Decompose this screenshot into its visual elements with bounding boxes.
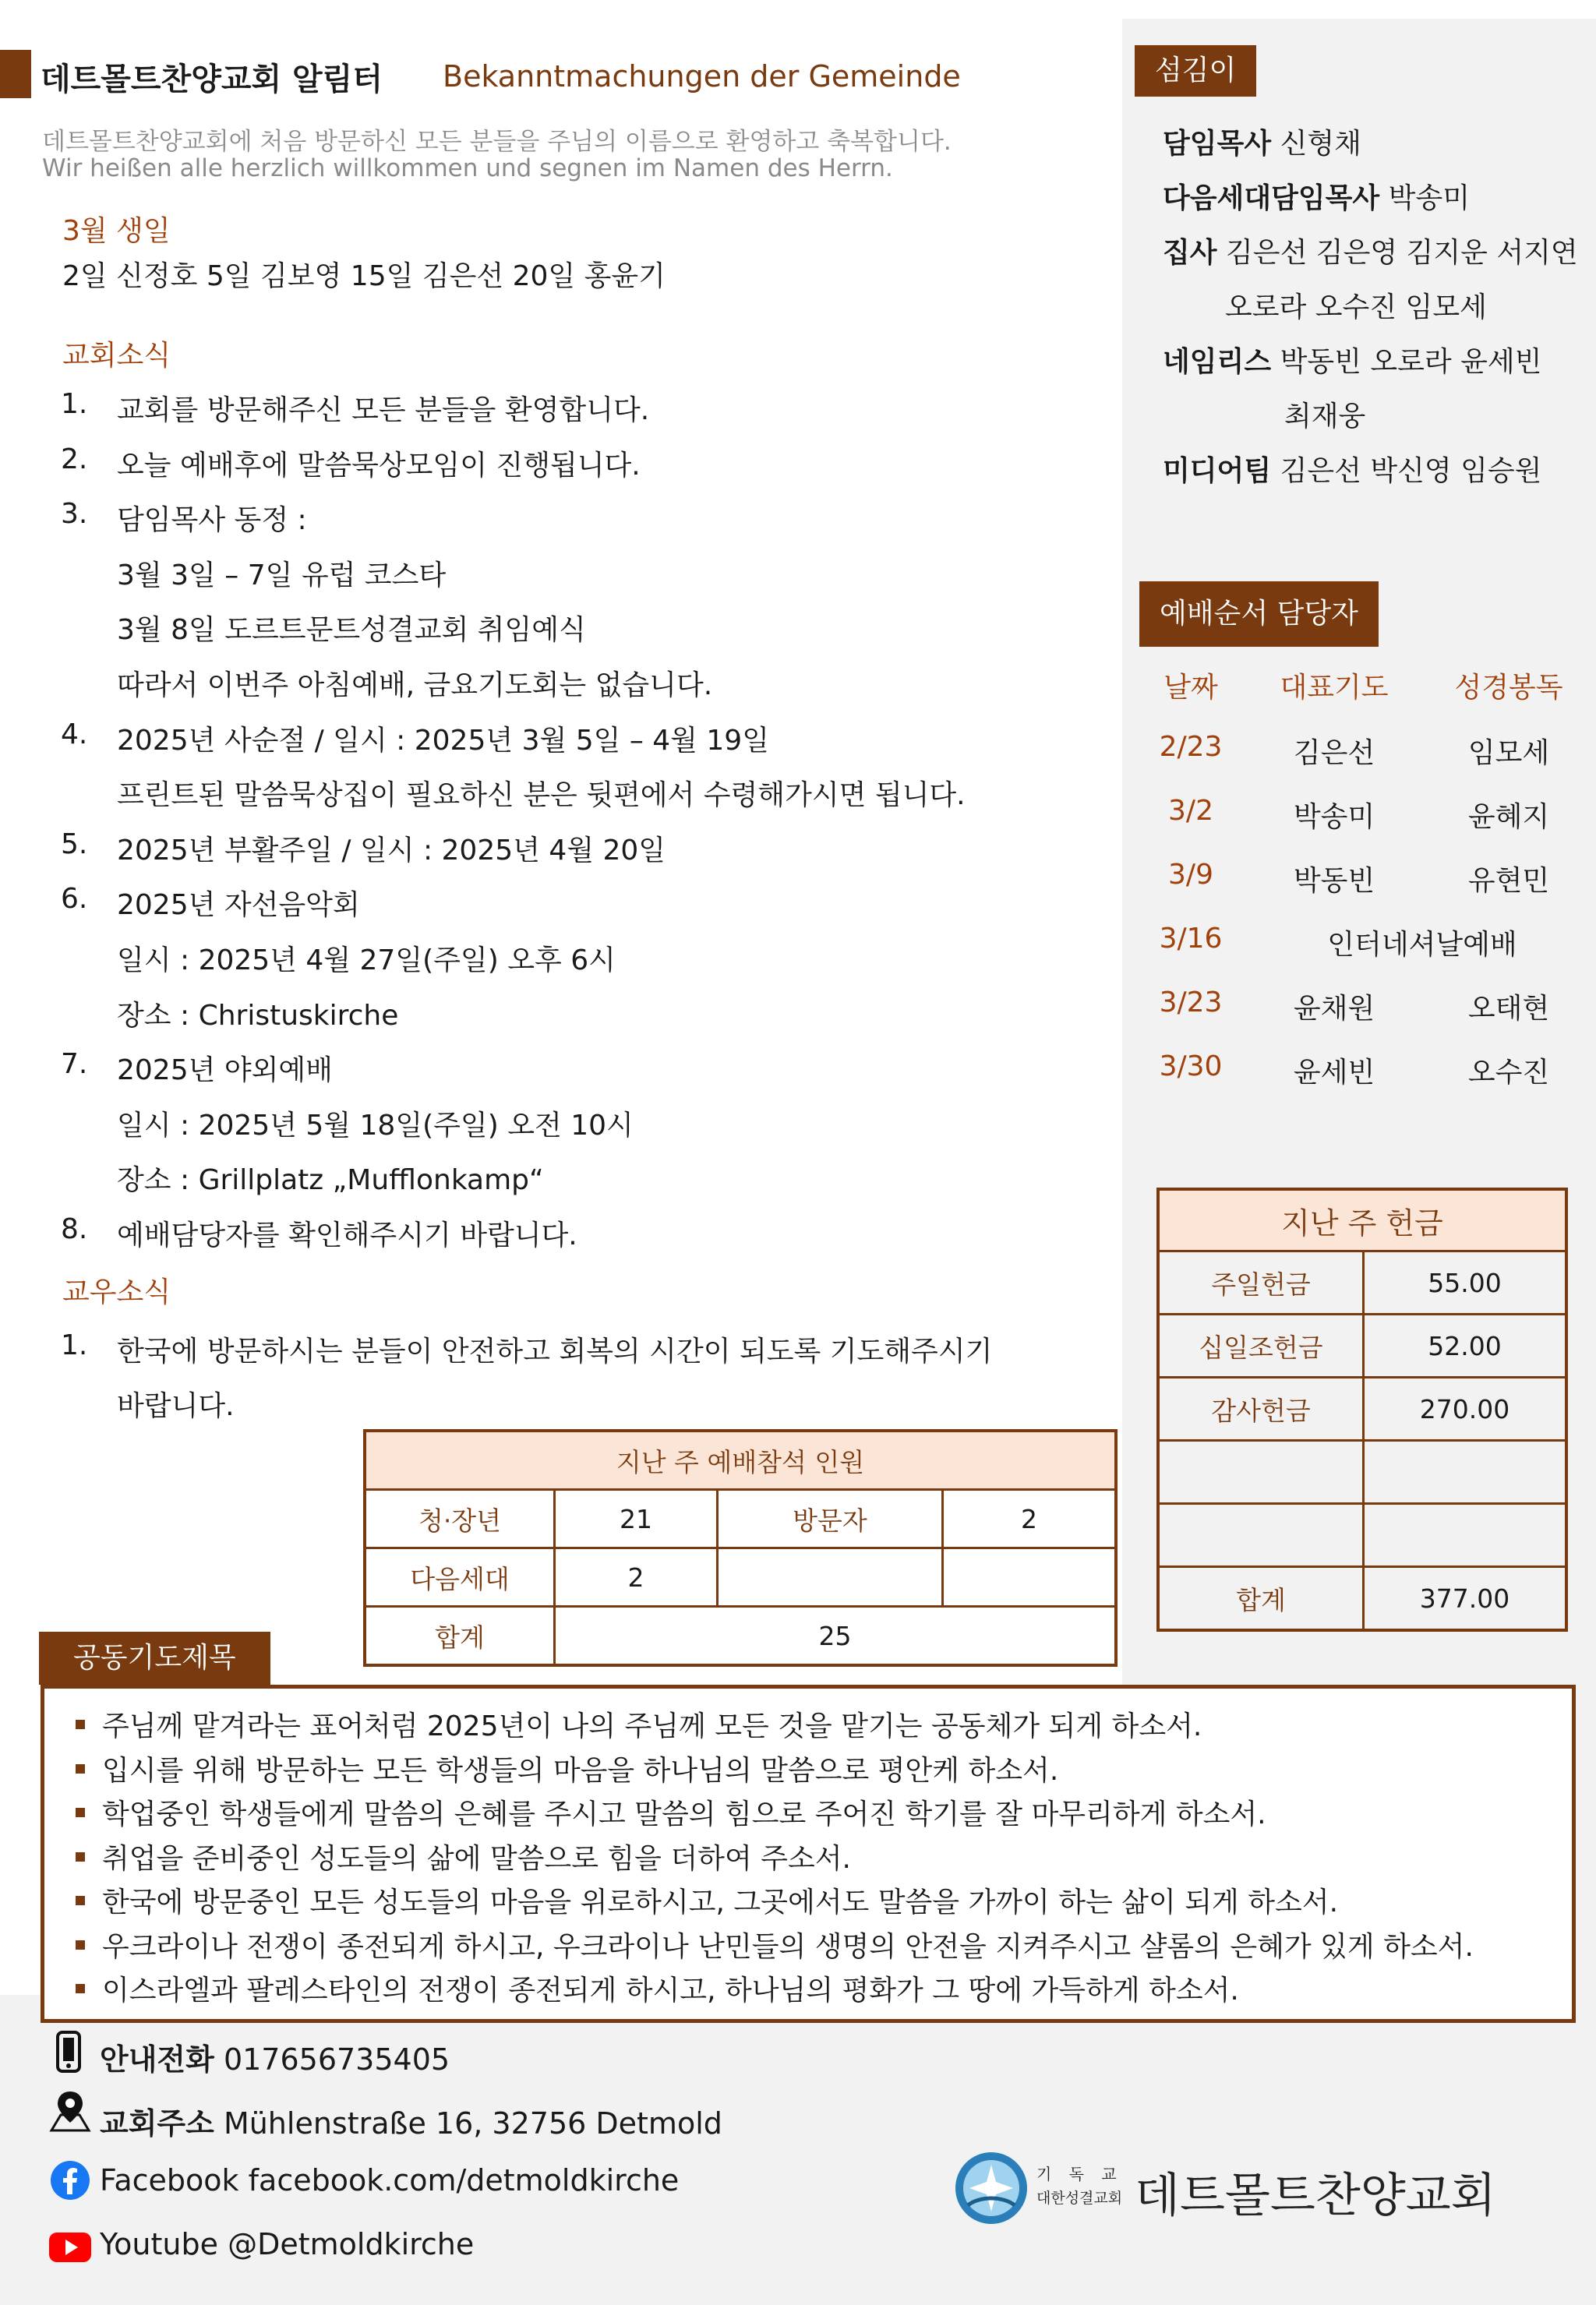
staff-worship-team-cont: 최재웅 (1284, 401, 1366, 432)
attendance-total-label: 합계 (365, 1607, 555, 1666)
roster-header: 대표기도 (1280, 672, 1389, 704)
roster-prayer: 윤세빈 (1293, 1057, 1375, 1089)
bullet-icon (76, 1852, 85, 1862)
attendance-empty-cell (943, 1548, 1117, 1607)
roster-prayer: 윤채원 (1293, 993, 1375, 1025)
page-title: 데트몰트찬양교회 알림터 (41, 62, 383, 97)
birthdays-heading: 3월 생일 (62, 215, 171, 247)
roster-reading: 임모세 (1467, 737, 1550, 769)
news-item-text: 일시 : 2025년 4월 27일(주일) 오후 6시 (117, 944, 616, 976)
news-item-number: 7. (61, 1048, 88, 1081)
roster-prayer: 박동빈 (1293, 865, 1375, 897)
roster-reading: 오수진 (1467, 1057, 1550, 1089)
news-item-text: 담임목사 동정 : (117, 504, 307, 537)
attendance-label-adults: 청·장년 (365, 1490, 555, 1548)
roster-prayer: 김은선 (1293, 737, 1375, 769)
attendance-value-adults: 21 (555, 1490, 718, 1548)
offering-label-sunday: 주일헌금 (1158, 1251, 1364, 1315)
news-item-text: 프린트된 말씀묵상집이 필요하신 분은 뒷편에서 수령해가시면 됩니다. (117, 779, 966, 812)
news-item-number: 6. (61, 883, 88, 916)
news-item-text: 2025년 사순절 / 일시 : 2025년 3월 5일 – 4월 19일 (117, 724, 769, 757)
offering-total-value: 377.00 (1364, 1567, 1567, 1631)
welcome-text-korean: 데트몰트찬양교회에 처음 방문하신 모든 분들을 주님의 이름으로 환영하고 축복합니다. (42, 128, 952, 156)
contact-youtube[interactable]: Youtube @Detmoldkirche (100, 2227, 475, 2261)
prayer-item-text: 입시를 위해 방문하는 모든 학생들의 마음을 하나님의 말씀으로 평안케 하소서. (102, 1754, 1059, 1787)
contact-phone: 안내전화 017656735405 (100, 2042, 450, 2077)
prayer-item (76, 1925, 1474, 1964)
offering-value-thanks: 270.00 (1364, 1378, 1567, 1441)
roster-reading: 윤혜지 (1467, 801, 1550, 833)
news-item-number: 8. (61, 1213, 88, 1245)
prayer-item-text: 한국에 방문중인 모든 성도들의 마음을 위로하시고, 그곳에서도 말씀을 가까이 하는 삶이 되게 하소서. (102, 1887, 1339, 1918)
logo-small-bottom: 대한성결교회 (1036, 2190, 1123, 2207)
attendance-value-visitors: 2 (943, 1490, 1117, 1548)
attendance-table (363, 1429, 1118, 1667)
prayer-item (76, 1880, 1338, 1920)
staff-pastor: 담임목사 신형채 (1163, 128, 1361, 160)
news-heading: 교회소식 (62, 340, 171, 372)
bullet-icon (76, 1940, 85, 1950)
prayer-item (76, 1837, 851, 1876)
roster-date: 3/16 (1159, 923, 1223, 955)
roster-header: 성경봉독 (1454, 672, 1563, 704)
news-item-text: 2025년 야외예배 (117, 1054, 333, 1087)
staff-deacons: 집사 김은선 김은영 김지운 서지연 (1163, 237, 1578, 269)
birthdays-text: 2일 신정호 5일 김보영 15일 김은선 20일 홍윤기 (62, 260, 666, 292)
attendance-empty-cell (718, 1548, 943, 1607)
prayer-item (76, 1968, 1239, 2008)
news-item-number: 2. (61, 443, 88, 475)
news-item-number: 3. (61, 498, 88, 531)
prayer-item-text: 이스라엘과 팔레스타인의 전쟁이 종전되게 하시고, 하나님의 평화가 그 땅에 가득하게 하소서. (102, 1975, 1239, 2007)
offering-title: 지난 주 헌금 (1158, 1189, 1566, 1251)
news-item-text: 일시 : 2025년 5월 18일(주일) 오전 10시 (117, 1109, 634, 1142)
page-subtitle: Bekanntmachungen der Gemeinde (443, 59, 961, 94)
logo-small-top: 기 독 교 (1036, 2165, 1123, 2183)
prayer-item-text: 학업중인 학생들에게 말씀의 은혜를 주시고 말씀의 힘으로 주어진 학기를 잘 마무리하게 하소서. (102, 1798, 1266, 1830)
roster-reading: 오태현 (1467, 993, 1550, 1025)
attendance-total-value: 25 (555, 1607, 1117, 1666)
attendance-label-visitors: 방문자 (718, 1490, 943, 1548)
prayer-item-text: 주님께 맡겨라는 표어처럼 2025년이 나의 주님께 모든 것을 맡기는 공동체가 되게 하소서. (102, 1710, 1202, 1742)
attendance-label-nextgen: 다음세대 (365, 1548, 555, 1607)
offering-value-tithe: 52.00 (1364, 1315, 1567, 1378)
offering-total-label: 합계 (1158, 1567, 1364, 1631)
offering-empty-cell (1158, 1504, 1364, 1567)
news-item-text: 장소 : Grillplatz „Mufflonkamp“ (117, 1164, 544, 1197)
offering-value-sunday: 55.00 (1364, 1251, 1567, 1315)
offering-label-thanks: 감사헌금 (1158, 1378, 1364, 1441)
roster-date: 3/2 (1168, 795, 1213, 827)
church-logo-emblem (952, 2149, 1030, 2230)
roster-date: 3/9 (1168, 859, 1213, 891)
offering-empty-cell (1364, 1504, 1567, 1567)
prayer-tag: 공동기도제목 (39, 1632, 270, 1685)
contact-facebook[interactable]: Facebook facebook.com/detmoldkirche (100, 2163, 680, 2197)
news-item-number: 1. (61, 388, 88, 420)
bullet-icon (76, 1764, 85, 1774)
news-item-text: 따라서 이번주 아침예배, 금요기도회는 없습니다. (117, 669, 713, 701)
bullet-icon (76, 1896, 85, 1905)
members-news-text: 한국에 방문하시는 분들이 안전하고 회복의 시간이 되도록 기도해주시기 (117, 1336, 993, 1368)
roster-date: 2/23 (1159, 731, 1223, 763)
prayer-box (41, 1685, 1576, 2023)
roster-merged-cell: 인터네셔날예배 (1327, 929, 1517, 961)
bullet-icon (76, 1984, 85, 1993)
members-news-number: 1. (61, 1329, 88, 1361)
map-pin-icon (48, 2088, 92, 2138)
roster-date: 3/30 (1159, 1050, 1223, 1082)
bullet-icon (76, 1720, 85, 1729)
news-item-text: 3월 3일 – 7일 유럽 코스타 (117, 559, 447, 591)
prayer-item-text: 취업을 준비중인 성도들의 삶에 말씀으로 힘을 더하여 주소서. (102, 1842, 851, 1875)
news-item-number: 4. (61, 718, 88, 750)
contact-address: 교회주소 Mühlenstraße 16, 32756 Detmold (100, 2106, 722, 2141)
facebook-icon (50, 2160, 90, 2204)
members-news-heading: 교우소식 (62, 1276, 171, 1308)
news-item-text: 2025년 부활주일 / 일시 : 2025년 4월 20일 (117, 834, 666, 867)
roster-prayer: 박송미 (1293, 801, 1375, 833)
attendance-title: 지난 주 예배참석 인원 (365, 1431, 1116, 1490)
news-item-text: 3월 8일 도르트문트성결교회 취임예식 (117, 614, 586, 647)
roster-header: 날짜 (1163, 672, 1218, 704)
offering-empty-cell (1158, 1441, 1364, 1504)
offering-table (1156, 1188, 1568, 1632)
prayer-item-text: 우크라이나 전쟁이 종전되게 하시고, 우크라이나 난민들의 생명의 안전을 지켜주시고 샬롬의 은혜가 있게 하소서. (102, 1930, 1474, 1963)
news-item-text: 2025년 자선음악회 (117, 889, 360, 922)
news-item-number: 5. (61, 828, 88, 860)
staff-worship-team: 네임리스 박동빈 오로라 윤세빈 (1163, 346, 1542, 378)
news-item-text: 교회를 방문해주신 모든 분들을 환영합니다. (117, 394, 650, 426)
attendance-value-nextgen: 2 (555, 1548, 718, 1607)
logo-church-name: 데트몰트찬양교회 (1135, 2169, 1496, 2223)
servants-tag: 섬김이 (1135, 45, 1256, 97)
news-item-text: 예배담당자를 확인해주시기 바랍니다. (117, 1220, 577, 1251)
staff-deacons-cont: 오로라 오수진 임모세 (1225, 291, 1487, 323)
news-item-text: 장소 : Christuskirche (117, 999, 399, 1032)
offering-empty-cell (1364, 1441, 1567, 1504)
news-item-text: 오늘 예배후에 말씀묵상모임이 진행됩니다. (117, 449, 641, 482)
prayer-item (76, 1704, 1202, 1744)
prayer-item (76, 1792, 1266, 1832)
youtube-icon (48, 2232, 92, 2266)
phone-icon (55, 2031, 83, 2076)
offering-label-tithe: 십일조헌금 (1158, 1315, 1364, 1378)
staff-media-team: 미디어팀 김은선 박신영 임승원 (1163, 455, 1542, 487)
members-news-text: 바랍니다. (117, 1390, 235, 1422)
bullet-icon (76, 1808, 85, 1817)
staff-nextgen-pastor: 다음세대담임목사 박송미 (1163, 182, 1470, 214)
roster-reading: 유현민 (1467, 865, 1550, 897)
roster-date: 3/23 (1159, 987, 1223, 1018)
welcome-text-german: Wir heißen alle herzlich willkommen und segnen im Namen des Herrn. (42, 154, 893, 182)
prayer-item (76, 1749, 1058, 1788)
header-accent-bar (0, 50, 31, 98)
roster-tag: 예배순서 담당자 (1139, 581, 1379, 647)
